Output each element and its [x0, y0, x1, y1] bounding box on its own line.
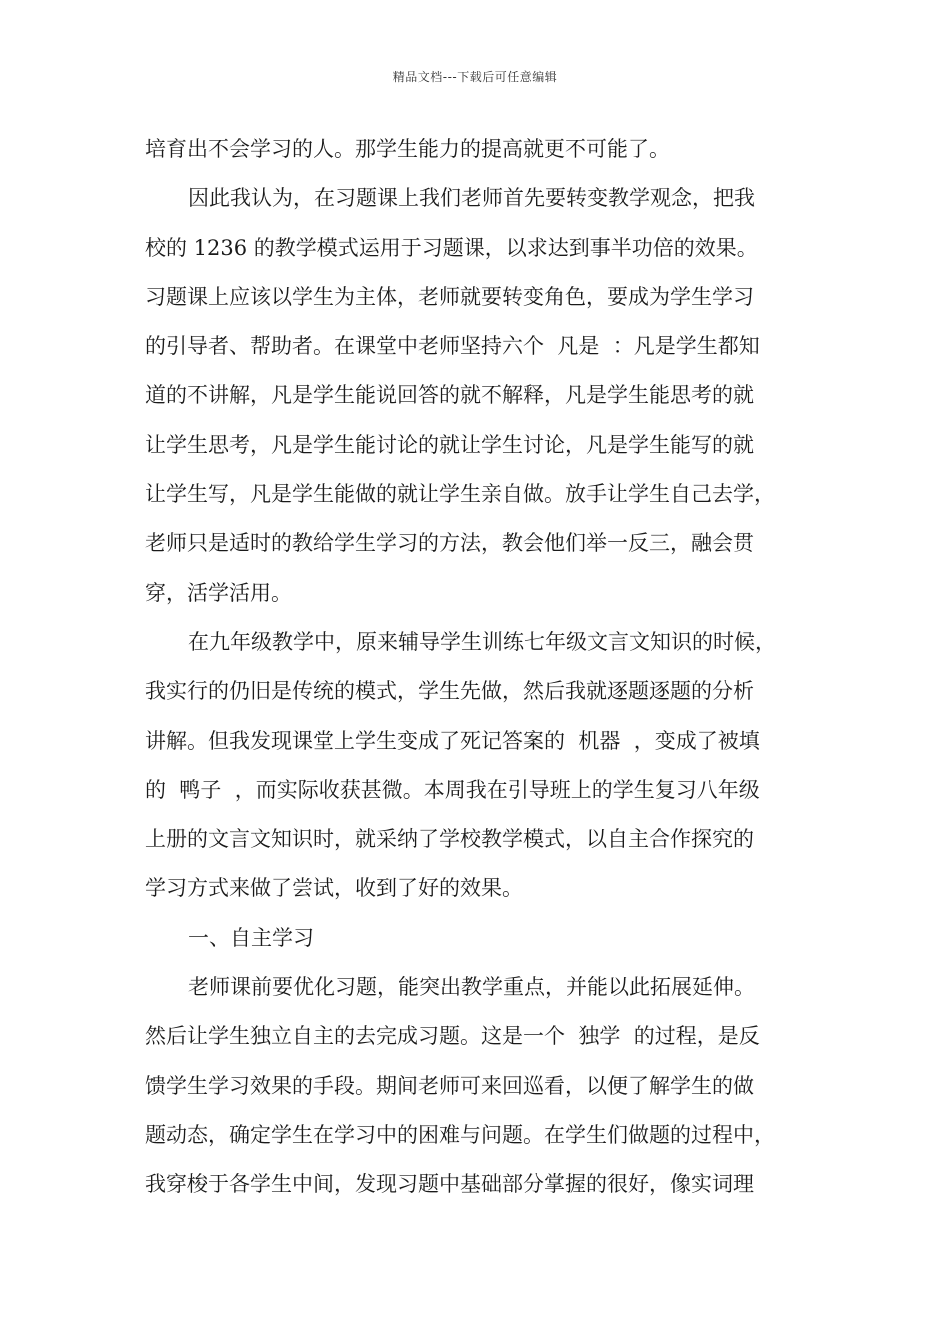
- text-line: 讲解。但我发现课堂上学生变成了死记答案的 机器 ，变成了被填: [145, 728, 760, 753]
- text-line: 校的 1236 的教学模式运用于习题课，以求达到事半功倍的效果。: [145, 235, 758, 260]
- text-line: 让学生写，凡是学生能做的就让学生亲自做。放手让学生自己去学，: [145, 482, 775, 507]
- text-line: 我穿梭于各学生中间，发现习题中基础部分掌握的很好，像实词理: [145, 1172, 754, 1197]
- document-body: [145, 125, 825, 1210]
- text-line: 老师只是适时的教给学生学习的方法，教会他们举一反三，融会贯: [145, 531, 754, 556]
- text-line: 一、自主学习: [188, 925, 314, 950]
- text-line: 的 鸭子 ，而实际收获甚微。本周我在引导班上的学生复习八年级: [145, 777, 760, 802]
- text-line: 题动态，确定学生在学习中的困难与问题。在学生们做题的过程中，: [145, 1122, 775, 1147]
- text-line: 培育出不会学习的人。那学生能力的提高就更不可能了。: [145, 137, 670, 161]
- text-line: 在九年级教学中，原来辅导学生训练七年级文言文知识的时候，: [188, 629, 776, 654]
- text-line: 然后让学生独立自主的去完成习题。这是一个 独学 的过程，是反: [145, 1024, 760, 1049]
- text-line: 我实行的仍旧是传统的模式，学生先做，然后我就逐题逐题的分析: [145, 679, 754, 704]
- text-line: 老师课前要优化习题，能突出教学重点，并能以此拓展延伸。: [188, 975, 755, 1000]
- text-line: 习题课上应该以学生为主体，老师就要转变角色，要成为学生学习: [145, 284, 754, 309]
- text-line: 道的不讲解，凡是学生能说回答的就不解释，凡是学生能思考的就: [145, 383, 754, 408]
- text-line: 的引导者、帮助者。在课堂中老师坚持六个 凡是 ：凡是学生都知: [145, 334, 760, 359]
- page-header: 精品文档---下载后可任意编辑: [392, 70, 558, 84]
- text-line: 学习方式来做了尝试，收到了好的效果。: [145, 876, 523, 901]
- text-line: 因此我认为，在习题课上我们老师首先要转变教学观念，把我: [188, 186, 755, 211]
- text-line: 穿，活学活用。: [145, 580, 292, 605]
- text-line: 让学生思考，凡是学生能讨论的就让学生讨论，凡是学生能写的就: [145, 432, 754, 457]
- text-line: 馈学生学习效果的手段。期间老师可来回巡看，以便了解学生的做: [145, 1073, 754, 1098]
- text-line: 上册的文言文知识时，就采纳了学校教学模式，以自主合作探究的: [145, 827, 754, 852]
